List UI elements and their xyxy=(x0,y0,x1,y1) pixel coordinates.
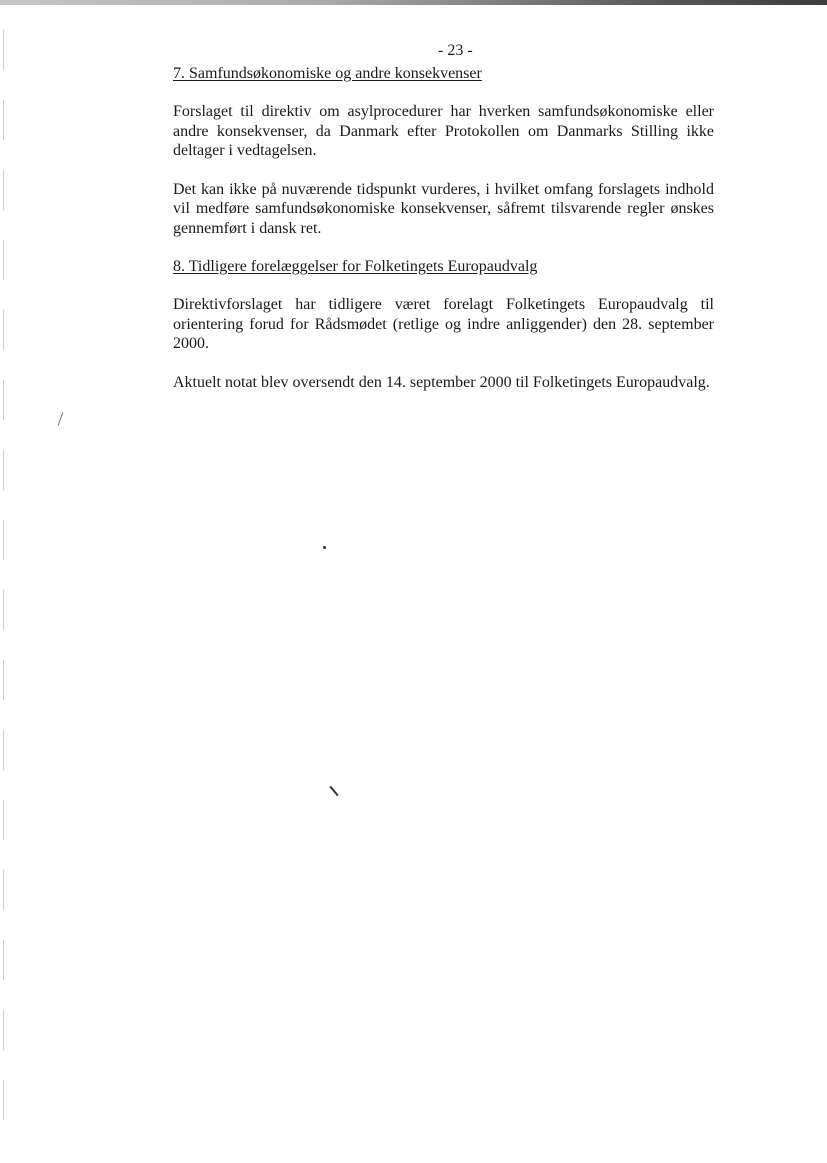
document-body xyxy=(173,64,714,392)
section-7-paragraph-1: Forslaget til direktiv om asylprocedurer har hverken samfundsøkonomiske eller andre konsekvenser, da Danmark efter Protokollen om Danmarks Stilling ikke deltager i vedtagelsen. xyxy=(173,103,714,159)
section-8-paragraph-2: Aktuelt notat blev oversendt den 14. september 2000 til Folketingets Europaudvalg. xyxy=(173,373,710,391)
section-heading-8: 8. Tidligere forelæggelser for Folketingets Europaudvalg xyxy=(173,258,538,275)
section-7-paragraph-2: Det kan ikke på nuværende tidspunkt vurderes, i hvilket omfang forslagets indhold vil medføre samfundsøkonomiske konsekvenser, såfremt tilsvarende regler ønskes gennemført i dansk ret. xyxy=(173,180,714,237)
scan-speck xyxy=(323,546,326,549)
scan-speck xyxy=(329,786,338,796)
scan-speck xyxy=(58,412,64,425)
section-8-paragraph-1: Direktivforslaget har tidligere været forelagt Folketingets Europaudvalg til orientering forud for Rådsmødet (retlige og indre anliggender) den 28. september 2000. xyxy=(173,296,714,352)
scan-left-edge xyxy=(3,30,4,1140)
page-number: - 23 - xyxy=(438,42,473,59)
scan-top-edge xyxy=(0,0,827,5)
section-heading-7: 7. Samfundsøkonomiske og andre konsekvenser xyxy=(173,65,482,82)
